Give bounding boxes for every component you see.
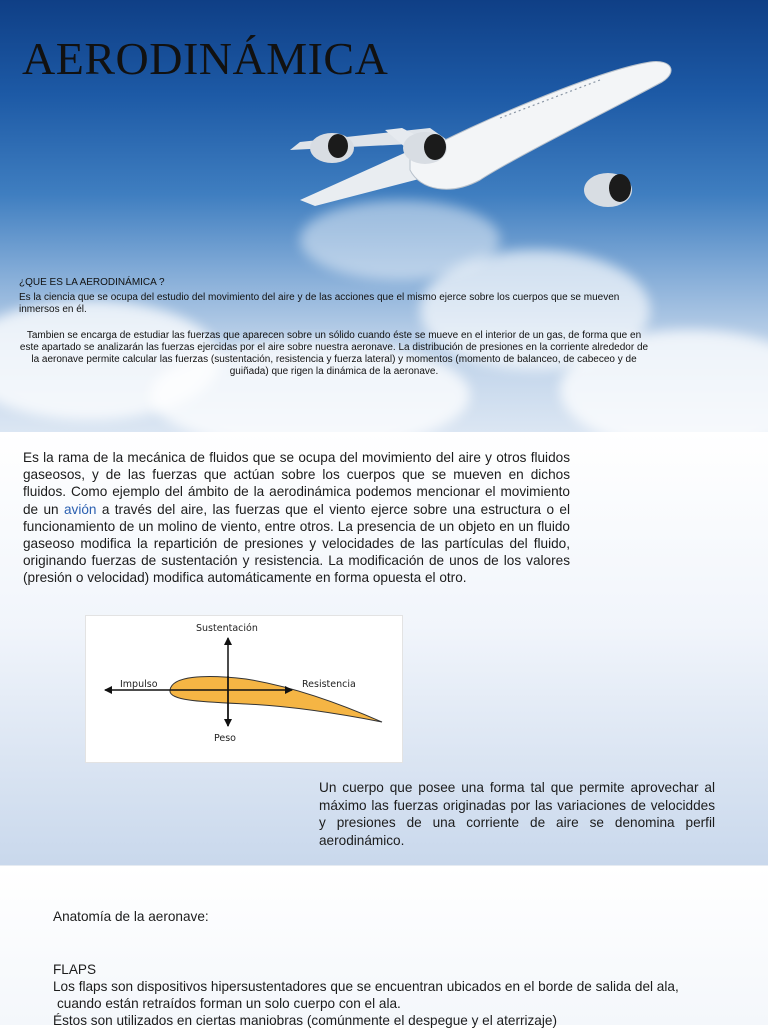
flaps-title: FLAPS bbox=[53, 962, 97, 977]
forces-paragraph: Tambien se encarga de estudiar las fuerzas que aparecen sobre un sólido cuando éste se mueve en el interior de un gas, de forma que en este apartado se analizarán las fuerzas ejercidas por el aire sobre nuestra aeronave. La distribución de presiones en la corriente alrededor de la aeronave permite calcular las fuerzas (sustentación, resistencia y fuerza lateral) y momentos (momento de balanceo, de cabeceo y de guiñada) que rigen la dinámica de la aeronave. bbox=[19, 330, 649, 377]
slide-aircraft-anatomy bbox=[0, 865, 768, 1028]
flaps-line: cuando están retraídos forman un solo cuerpo con el ala. bbox=[57, 996, 401, 1011]
slide-aerodinamica-intro bbox=[0, 0, 768, 432]
body-text-end: a través del aire, las fuerzas que el viento ejerce sobre una estructura o el funcionamiento de un molino de viento, entre otros. La presencia de un objeto en un fluido gaseoso modifica la repartición de presiones y velocidades de las partículas del fluido, originando fuerzas de sustentación y resistencia. La modificación de unos de los valores (presión o velocidad) modifica automáticamente en forma opuesta el otro. bbox=[23, 501, 570, 586]
slide-fluid-mechanics bbox=[0, 432, 768, 865]
thrust-label: Impulso bbox=[120, 679, 158, 690]
drag-label: Resistencia bbox=[302, 679, 356, 690]
airfoil-svg bbox=[86, 616, 402, 762]
body-text-start: Es la rama de la mecánica de fluidos que se ocupa del movimiento del aire y otros fluidos gaseosos, y de las fuerzas que actúan sobre los cuerpos que se mueven en dichos fluidos. Como ejemplo del ámbito de la aerodinámica podemos mencionar el movimiento de un bbox=[23, 450, 570, 517]
anatomy-heading: Anatomía de la aeronave: bbox=[53, 909, 209, 924]
airfoil-definition: Un cuerpo que posee una forma tal que permite aprovechar al máximo las fuerzas originadas por las variaciones de velociddes y presiones de una corriente de aire se denomina perfil aerodinámico. bbox=[319, 780, 715, 848]
flaps-line: Los flaps son dispositivos hipersustentadores que se encuentran ubicados en el borde de salida del ala, bbox=[53, 979, 679, 994]
flaps-line: Éstos son utilizados en ciertas maniobras (comúnmente el despegue y el aterrizaje) bbox=[53, 1013, 557, 1028]
airfoil-forces-diagram bbox=[85, 615, 403, 763]
avion-link[interactable]: avión bbox=[63, 501, 97, 517]
lift-label: Sustentación bbox=[196, 623, 258, 634]
body-paragraph bbox=[23, 449, 570, 587]
weight-label: Peso bbox=[214, 733, 236, 744]
definition-paragraph: Es la ciencia que se ocupa del estudio del movimiento del aire y de las acciones que el mismo ejerce sobre los cuerpos que se mueven inmersos en él. bbox=[19, 292, 620, 315]
section-heading: ¿QUE ES LA AERODINÁMICA ? bbox=[19, 277, 165, 288]
page-title: AERODINÁMICA bbox=[22, 33, 389, 84]
